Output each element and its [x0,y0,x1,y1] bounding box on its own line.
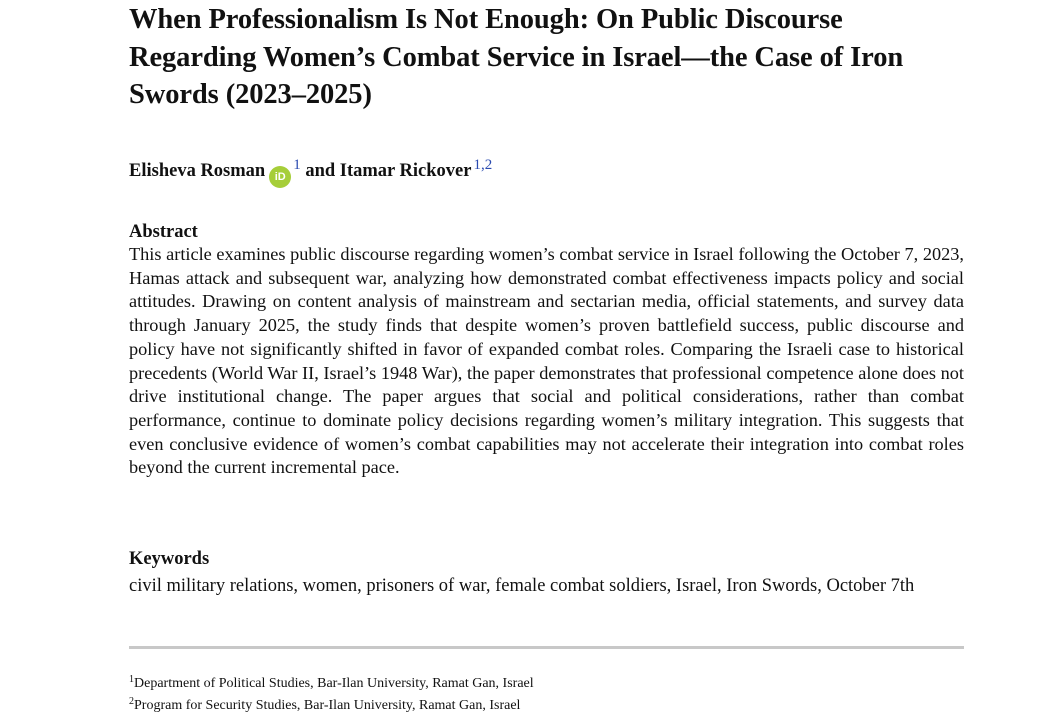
paper-title: When Professionalism Is Not Enough: On Public Discourse Regarding Women’s Combat Service in Israel—the Case of Iron Swords (2023–2025) [129,4,904,110]
orcid-icon[interactable]: iD [269,166,291,188]
abstract-text: This article examines public discourse regarding women’s combat service in Israel following the October 7, 2023, Hamas attack and subsequent war, analyzing how demonstrated combat effectiveness impacts policy and social attitudes. Drawing on content analysis of mainstream and sectarian media, official statements, and survey data through January 2025, the study finds that despite women’s proven battlefield success, public discourse and policy have not significantly shifted in favor of expanded combat roles. Comparing the Israeli case to historical precedents (World War II, Israel’s 1948 War), the paper demonstrates that professional competence alone does not drive institutional change. The paper argues that social and political considerations, rather than combat performance, continue to dominate policy decisions regarding women’s military integration. This suggests that even conclusive evidence of women’s combat capabilities may not accelerate their integration into combat roles beyond the current incremental pace. [129,244,964,478]
footnote-1-number: 1 [129,674,134,685]
keywords-text: civil military relations, women, prisoners of war, female combat soldiers, Israel, Iron Swords, October 7th [129,576,915,596]
paper-first-page [129,0,964,713]
author-2-affiliation-link[interactable]: 1,2 [473,157,493,173]
author-separator: and [305,161,336,181]
footnote-2-text: Program for Security Studies, Bar-Ilan University, Ramat Gan, Israel [134,698,521,713]
footnote-divider [129,646,964,649]
author-1-affiliation-link[interactable]: 1 [293,157,301,173]
footnote-2 [129,693,520,715]
footnote-1 [129,671,534,693]
author-name-1: Elisheva Rosman [129,161,266,181]
author-line [129,152,492,188]
author-name-2: Itamar Rickover [339,161,472,181]
footnote-2-number: 2 [129,696,134,707]
abstract-heading: Abstract [129,222,198,242]
footnote-1-text: Department of Political Studies, Bar-Ilan University, Ramat Gan, Israel [134,676,534,691]
keywords-heading: Keywords [129,549,210,569]
